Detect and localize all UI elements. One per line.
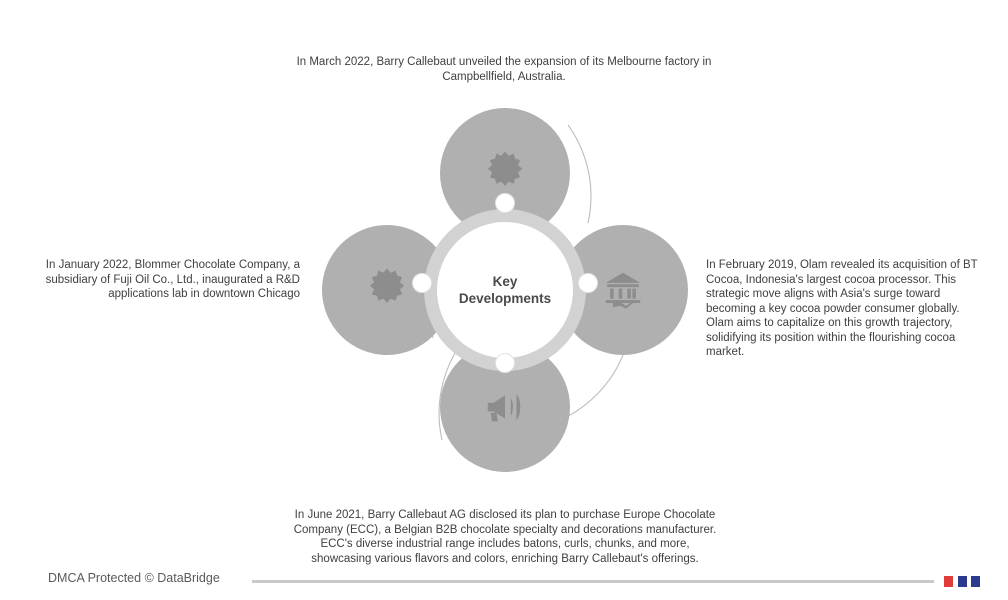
center-label-line2: Developments: [458, 291, 552, 306]
note-top: In March 2022, Barry Callebaut unveiled the expansion of its Melbourne factory in Campbellfield, Australia.: [296, 56, 712, 83]
logo-square-blue-2: [971, 576, 980, 587]
center-ring: [424, 209, 586, 371]
connector-dot-top: [495, 193, 515, 213]
lab-flask-gear-icon: [364, 267, 410, 313]
footer-credit: DMCA Protected © DataBridge: [48, 571, 220, 585]
graduation-cap-gear-icon: [482, 150, 528, 196]
logo-square-blue-1: [958, 576, 967, 587]
connector-dot-left: [412, 273, 432, 293]
logo-square-red: [944, 576, 953, 587]
note-left: In January 2022, Blommer Chocolate Company, a subsidiary of Fuji Oil Co., Ltd., inaugurated a R&D applications lab in downtown Chicago: [45, 259, 300, 300]
note-bottom: In June 2021, Barry Callebaut AG disclosed its plan to purchase Europe Chocolate Company (ECC), a Belgian B2B chocolate specialty and decorations manufacturer. ECC's diverse industrial range includes batons, curls, chunks, and more, showcasing various flavors and colors, enriching Barry Callebaut's offerings.: [293, 509, 717, 565]
footer: [0, 562, 1008, 600]
megaphone-icon: [482, 384, 528, 430]
connector-dot-right: [578, 273, 598, 293]
bank-handshake-icon: [600, 267, 646, 313]
footer-divider: [252, 580, 934, 583]
center-label: [450, 273, 560, 307]
connector-dot-bottom: [495, 353, 515, 373]
note-right: In February 2019, Olam revealed its acquisition of BT Cocoa, Indonesia's largest cocoa processor. This strategic move aligns with Asia's surge toward becoming a key cocoa powder consumer globally. Olam aims to capitalize on this growth trajectory, solidifying its position within the flourishing cocoa market.: [706, 259, 978, 358]
center-label-line1: Key: [492, 274, 518, 289]
key-developments-diagram: [300, 95, 710, 485]
